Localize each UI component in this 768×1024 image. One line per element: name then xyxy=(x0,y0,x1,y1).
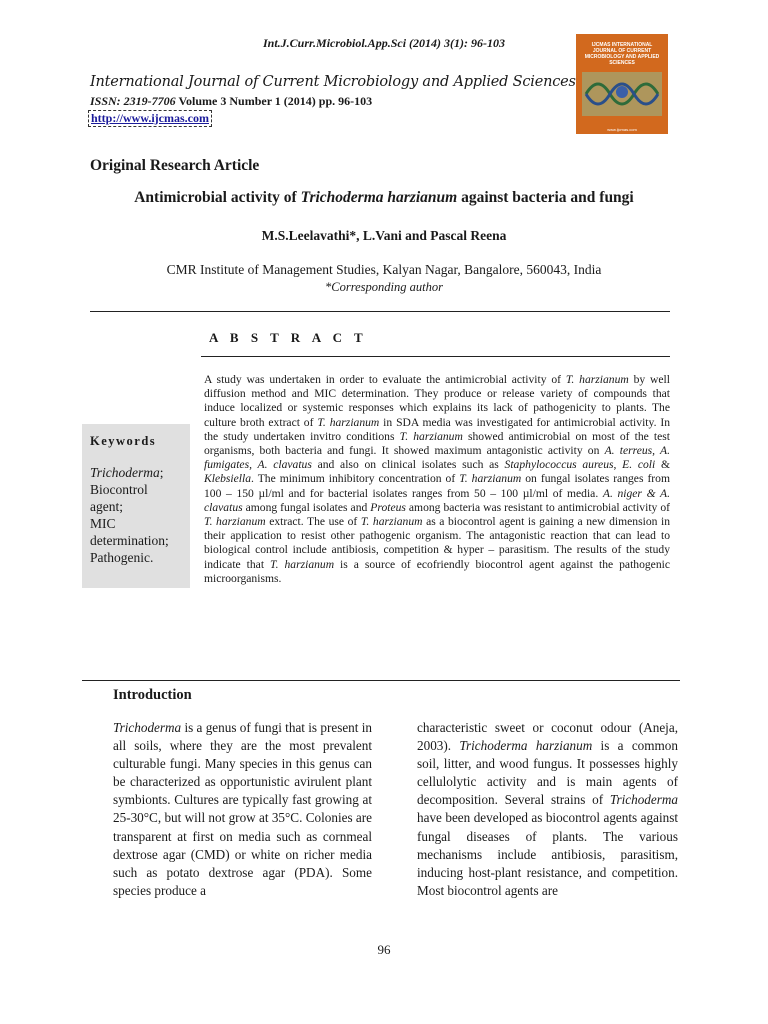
keyword-item: Biocontrol agent; xyxy=(90,482,148,514)
intro-text: have been developed as biocontrol agents against fungal diseases of plants. The various mechanisms include antibiosis, parasitism, inducing host-plant resistance, and competition. Most biocontrol agents are xyxy=(417,810,678,898)
abstract-italic: Klebsiella xyxy=(204,472,252,486)
intro-italic: Trichoderma xyxy=(113,720,182,735)
intro-column-right xyxy=(417,719,678,900)
abstract-text: A study was undertaken in order to evaluate the antimicrobial activity of xyxy=(204,373,566,386)
abstract-text: in SDA media was investigated for antimicrobial activity. In the study undertaken invitro conditions xyxy=(204,415,670,443)
keyword-sep: ; xyxy=(159,465,164,480)
issn: ISSN: 2319-7706 xyxy=(90,94,176,108)
abstract-heading: A B S T R A C T xyxy=(209,330,368,345)
keyword-item: Pathogenic. xyxy=(90,550,154,565)
divider xyxy=(82,680,680,681)
abstract-text: is a source of ecofriendly biocontrol agent against the pathogenic microorganisms. xyxy=(204,557,670,585)
keywords-box xyxy=(82,424,190,588)
intro-column-left xyxy=(113,719,372,900)
citation-header: Int.J.Curr.Microbiol.App.Sci (2014) 3(1): 96-103 xyxy=(262,36,505,50)
abstract-text: . The minimum inhibitory concentration of xyxy=(251,472,460,486)
dna-helix-icon xyxy=(576,34,668,134)
introduction-heading: Introduction xyxy=(113,687,192,703)
abstract-text: extract. The use of xyxy=(265,515,361,529)
intro-text: is a common soil, litter, and wood fungus. It possesses highly cellulolytic activity and is main agents of decomposition. Several strains of xyxy=(417,738,678,808)
title-suffix: against bacteria and fungi xyxy=(457,189,634,206)
abstract-italic: T. harzianum xyxy=(360,515,423,529)
abstract-text: among fungal isolates and xyxy=(242,500,371,514)
keyword-trichoderma: Trichoderma xyxy=(90,465,160,480)
title-prefix: Antimicrobial activity of xyxy=(134,189,301,206)
abstract-italic: Proteus xyxy=(370,500,406,514)
keyword-item xyxy=(90,464,182,481)
abstract-text: by well diffusion method and MIC determination. They produce or release variety of compounds that induce localized or systemic responses which explains its lack of pathogenicity to plants. The culture broth extract of xyxy=(204,373,670,429)
cover-title: IJCMAS INTERNATIONAL JOURNAL OF CURRENT MICROBIOLOGY AND APPLIED SCIENCES xyxy=(584,42,660,66)
article-type: Original Research Article xyxy=(90,157,260,174)
authors: M.S.Leelavathi*, L.Vani and Pascal Reena xyxy=(261,228,507,243)
abstract-text: , xyxy=(613,458,623,472)
divider xyxy=(201,356,670,357)
article-title xyxy=(0,189,768,207)
abstract-body xyxy=(204,373,670,586)
abstract-italic: E. coli xyxy=(622,458,656,472)
abstract-text: among bacteria was resistant to antimicrobial activity of xyxy=(405,500,670,514)
abstract-italic: T. harzianum xyxy=(317,415,380,429)
keywords-heading: Keywords xyxy=(90,434,157,448)
abstract-text: showed antimicrobial on most of the test organisms, both bacteria and fungi. It showed maximum antagonistic activity on xyxy=(204,429,670,458)
journal-cover-image xyxy=(576,34,668,134)
journal-name: International Journal of Current Microbiology and Applied Sciences xyxy=(90,74,576,90)
divider xyxy=(90,311,670,312)
abstract-text: on fungal isolates ranges from 100 – 150 µl/ml and for bacterial isolates ranges from 50 – 100 µl/ml of media. xyxy=(204,472,670,500)
intro-italic: Trichoderma harzianum xyxy=(459,738,593,754)
cover-footer: www.ijcmas.com xyxy=(607,127,637,132)
abstract-italic: A. niger & A. clavatus xyxy=(204,486,671,514)
intro-text: characteristic sweet or coconut odour (Aneja, 2003). xyxy=(417,720,678,754)
abstract-italic: T. harzianum xyxy=(204,515,266,529)
abstract-italic: T. harzianum xyxy=(565,373,629,386)
journal-url-link[interactable]: http://www.ijcmas.com xyxy=(88,110,212,127)
abstract-text: as a biocontrol agent is gaining a new dimension in their application to resist other pathogenic organism. The antagonistic reaction that can lead to biological control include antibiosis, competition & hyper – parasitism. The results of the study indicate that xyxy=(204,515,670,571)
abstract-italic: A. terreus, A. fumigates, A. clavatus xyxy=(204,444,670,472)
page-number: 96 xyxy=(377,942,391,957)
abstract-italic: Staphylococcus aureus xyxy=(504,458,614,472)
abstract-italic: T. harzianum xyxy=(270,557,335,571)
title-species: Trichoderma harzianum xyxy=(300,189,458,206)
affiliation: CMR Institute of Management Studies, Kalyan Nagar, Bangalore, 560043, India xyxy=(166,262,602,277)
corresponding-author-note: *Corresponding author xyxy=(325,280,443,294)
abstract-italic: T. harzianum xyxy=(459,472,522,486)
abstract-italic: T. harzianum xyxy=(399,429,463,443)
keyword-item: MIC determination; xyxy=(90,516,169,548)
intro-text: is a genus of fungi that is present in all soils, where they are the most prevalent culturable fungi. Many species in this genus can be characterized as opportunistic avirulent plant symbionts. Cultures are typically fast growing at 25-30°C, but will not grow at 35°C. Colonies are transparent at first on media such as cornmeal dextrose agar (CMD) or white on richer media such as potato dextrose agar (PDA). Some species produce a xyxy=(113,720,372,898)
issn-line xyxy=(90,94,372,109)
volume-info: Volume 3 Number 1 (2014) pp. 96-103 xyxy=(175,94,373,108)
abstract-text: and also on clinical isolates such as xyxy=(311,458,505,472)
abstract-text: & xyxy=(655,458,671,472)
intro-italic: Trichoderma xyxy=(609,792,678,808)
